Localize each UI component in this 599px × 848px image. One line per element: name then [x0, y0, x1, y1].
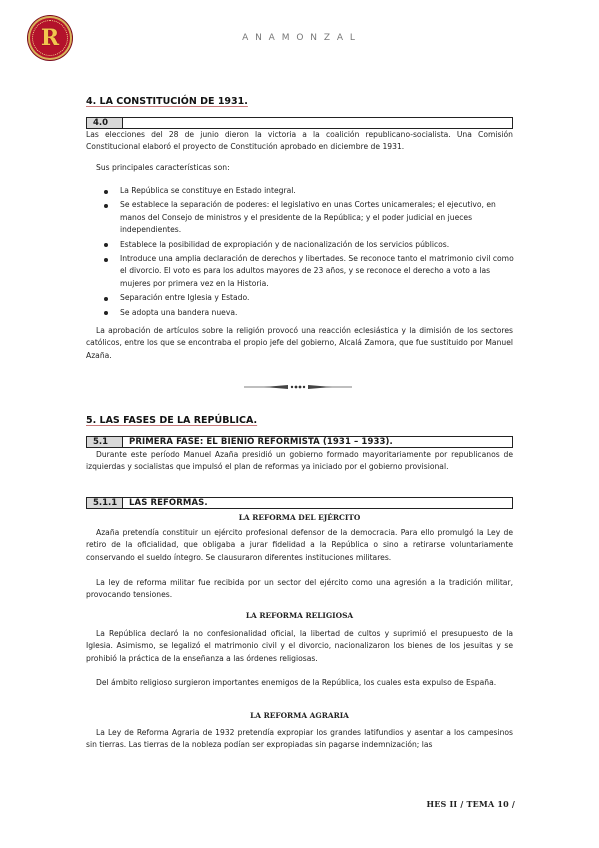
page-footer: HES II / TEMA 10 / — [426, 799, 515, 809]
army-reform-paragraph-2: La ley de reforma militar fue recibida por un sector del ejército como una agresión a la tradición militar, provocando tensiones. — [86, 578, 513, 600]
list-item: Se establece la separación de poderes: el legislativo en unas Cortes unicamerales; el ejecutivo, en manos del Consejo de ministros y el presidente de la República; y el poder judicial en jueces independientes. — [104, 199, 514, 236]
list-item: La República se constituye en Estado integral. — [104, 185, 514, 197]
religious-reform-paragraph-1: La República declaró la no confesionalidad oficial, la libertad de cultos y suprimió el presupuesto de la Iglesia. Asimismo, se legalizó el matrimonio civil y el divorcio, nacionalizaron los bienes de los jesuitas y se prohibió la práctica de la enseñanza a las órdenes religiosas. — [86, 629, 513, 663]
section-number: 5.1.1 — [87, 498, 123, 508]
section-4-heading: 4. LA CONSTITUCIÓN DE 1931. — [86, 96, 248, 107]
religious-reform-title: LA REFORMA RELIGIOSA — [245, 611, 354, 620]
section-label: PRIMERA FASE: EL BIENIO REFORMISTA (1931 – 1933). — [129, 437, 393, 447]
section-4-closing: La aprobación de artículos sobre la religión provocó una reacción eclesiástica y la dimisión de los sectores católicos, entre los que se encontraba el propio jefe del gobierno, Alcalá Zamora, que fue sustituido por Manuel Azaña. — [86, 326, 513, 360]
logo-letter: R — [40, 25, 60, 51]
characteristics-list — [104, 185, 514, 321]
bienio-text: Durante este período Manuel Azaña presidió un gobierno formado mayoritariamente por republicanos de izquierdas y socialistas que impulsó el plan de reformas ya iniciado por el gobierno provisional. — [86, 450, 513, 472]
agrarian-reform-paragraph-1: La Ley de Reforma Agraria de 1932 pretendía expropiar los grandes latifundios y asentar a los campesinos sin tierras. Las tierras de la nobleza podían ser expropiadas sin pagarse indemnización; las — [86, 728, 513, 750]
section-label: LAS REFORMAS. — [129, 498, 208, 508]
army-reform-paragraph-1: Azaña pretendía constituir un ejército profesional defensor de la democracia. Para ello promulgó la Ley de retiro de la oficialidad, que obligaba a jurar fidelidad a la República o sino a retirarse voluntariamente conservando el sueldo íntegro. Se clausuraron diferentes instituciones militares. — [86, 528, 513, 562]
section-number: 4.0 — [87, 118, 123, 128]
agrarian-reform-title: LA REFORMA AGRARIA — [250, 711, 349, 720]
section-4-intro: Las elecciones del 28 de junio dieron la victoria a la coalición republicano-socialista. Una Comisión Constitucional elaboró el proyecto de Constitución aprobado en diciembre de 1931. — [86, 130, 513, 152]
list-item: Se adopta una bandera nueva. — [104, 307, 514, 319]
header-title: A N A M O N Z A L — [242, 33, 357, 43]
section-4-bar — [86, 117, 513, 129]
section-5-heading: 5. LAS FASES DE LA REPÚBLICA. — [86, 415, 258, 426]
section-label — [123, 118, 512, 128]
section-number: 5.1 — [87, 437, 123, 447]
section-5-1-1-bar — [86, 497, 513, 509]
section-5-1-bar — [86, 436, 513, 448]
list-item: Introduce una amplia declaración de derechos y libertades. Se reconoce tanto el matrimonio civil como el divorcio. El voto es para los adultos mayores de 23 años, y se reconoce el derecho a voto a las mujeres por primera vez en la Historia. — [104, 253, 514, 290]
list-item: Separación entre Iglesia y Estado. — [104, 292, 514, 304]
characteristics-intro: Sus principales características son: — [96, 163, 230, 172]
list-item: Establece la posibilidad de expropiación y de nacionalización de los servicios públicos. — [104, 239, 514, 251]
religious-reform-paragraph-2: Del ámbito religioso surgieron importantes enemigos de la República, los cuales esta expulso de España. — [96, 678, 497, 687]
army-reform-title: LA REFORMA DEL EJÉRCITO — [238, 513, 361, 522]
ornament-divider — [244, 382, 352, 392]
